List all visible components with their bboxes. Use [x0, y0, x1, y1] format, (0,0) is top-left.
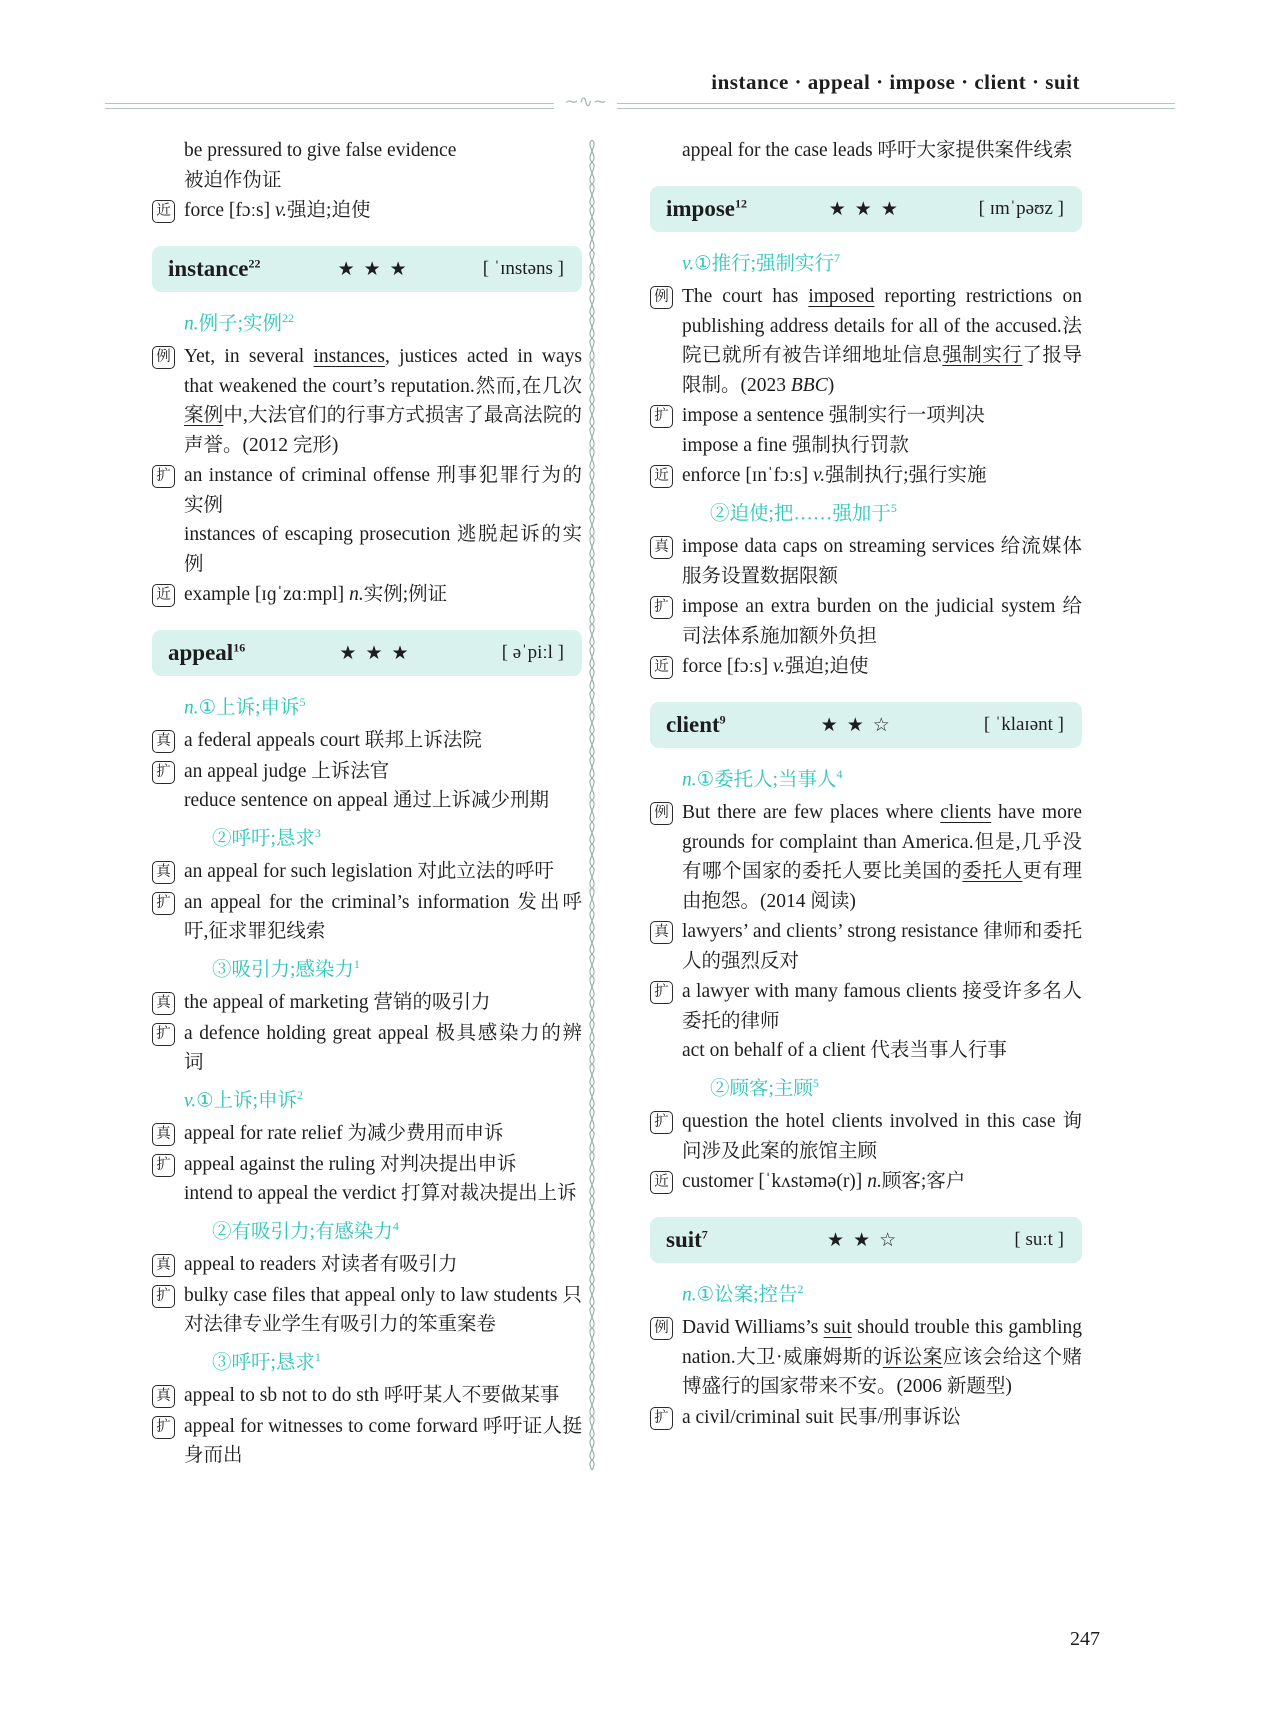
text-segment: enforce [ɪnˈfɔːs]: [682, 465, 814, 486]
sense-text: n.: [184, 313, 199, 334]
dict-item: [650, 532, 1082, 591]
item-paragraph: [184, 1250, 582, 1280]
dict-item: [650, 1167, 1082, 1197]
text-segment: a defence holding great appeal 极具感染力的辨词: [184, 1022, 582, 1073]
synonym-marker-icon: 近: [650, 656, 673, 679]
sense-superscript: 5: [812, 1075, 819, 1090]
text-segment: 委托人: [962, 861, 1023, 882]
dict-item: [650, 798, 1082, 916]
text-segment: appeal for rate relief 为减少费用而申诉: [184, 1123, 504, 1144]
text-segment: , justices acted in ways that weakened the court’s reputation.: [184, 346, 582, 397]
item-paragraph: [682, 1313, 1082, 1402]
text-segment: impose an extra burden on the judicial system 给司法体系施加额外负担: [682, 596, 1082, 647]
item-paragraph: [184, 342, 582, 460]
text-segment: imposed: [808, 286, 875, 307]
entry-headword: [666, 712, 726, 738]
dict-item: [650, 592, 1082, 651]
item-paragraph: [184, 461, 582, 520]
sense-text: 例子;实例: [198, 313, 283, 334]
item-paragraph: [184, 857, 582, 887]
sense-line: [152, 1343, 582, 1378]
text-segment: should trouble this gambling nation.: [682, 1317, 1082, 1368]
sense-text: v.: [184, 1090, 197, 1111]
entry-card: [650, 186, 1082, 232]
item-paragraph: [682, 652, 1082, 682]
dict-item: [152, 580, 582, 610]
exam-marker-icon: 真: [650, 921, 673, 944]
item-paragraph: [682, 1107, 1082, 1166]
sense-text: n.: [682, 769, 697, 790]
item-paragraph: [682, 592, 1082, 651]
text-segment: 强制执行;强行实施: [825, 465, 987, 486]
item-paragraph: [682, 461, 1082, 491]
example-marker-icon: 例: [650, 1317, 673, 1340]
sense-line: [152, 950, 582, 985]
text-segment: 案例: [184, 405, 224, 426]
sense-line: [152, 1081, 582, 1116]
item-body: [184, 1250, 582, 1280]
sense-superscript: 4: [836, 766, 843, 781]
sense-line: [650, 1275, 1082, 1310]
text-segment: 强迫;迫使: [287, 200, 371, 221]
text-segment: force [fɔːs]: [682, 656, 773, 677]
item-paragraph: [184, 1119, 582, 1149]
item-body: [682, 1403, 1082, 1433]
text-segment: appeal to sb not to do sth 呼吁某人不要做某事: [184, 1385, 560, 1406]
headword-superscript: 9: [719, 711, 726, 726]
dict-item: [650, 652, 1082, 682]
sense-superscript: 1: [353, 956, 360, 971]
sense-text: v.: [682, 253, 695, 274]
expand-marker-icon: 扩: [152, 1154, 175, 1177]
sense-text: ①委托人;当事人: [696, 769, 837, 790]
text-segment: have more grounds for complaint than America.: [682, 802, 1082, 853]
entry-stars: ★★★: [337, 257, 416, 280]
item-body: [682, 461, 1082, 491]
item-body: [184, 1281, 582, 1340]
text-segment: 被迫作伪证: [184, 169, 282, 191]
text-segment: an appeal judge 上诉法官: [184, 760, 390, 782]
sense-superscript: 4: [392, 1218, 399, 1233]
sense-text: ①讼案;控告: [696, 1284, 798, 1305]
text-segment: lawyers’ and clients’ strong resistance 律师和委托人的强烈反对: [682, 921, 1082, 972]
sense-text: ①推行;强制实行: [694, 253, 834, 274]
sense-text: n.: [682, 1284, 697, 1305]
item-body: [184, 1150, 582, 1209]
page-number: 247: [1070, 1628, 1100, 1650]
sense-superscript: 3: [314, 825, 321, 840]
text-segment: 强制实行: [942, 345, 1023, 366]
sense-text: ②顾客;主顾: [710, 1078, 813, 1099]
text-segment: 了报导限制。(2023: [682, 345, 1082, 396]
dict-item: [152, 888, 582, 947]
synonym-marker-icon: 近: [650, 1171, 673, 1194]
expand-marker-icon: 扩: [650, 596, 673, 619]
item-body: [184, 342, 582, 460]
sense-superscript: 2: [297, 1087, 303, 1102]
sense-line: [650, 760, 1082, 795]
dict-item: [650, 1313, 1082, 1402]
item-body: [682, 532, 1082, 591]
expand-marker-icon: 扩: [152, 892, 175, 915]
expand-marker-icon: 扩: [650, 981, 673, 1004]
item-body: [184, 726, 582, 756]
expand-marker-icon: 扩: [650, 405, 673, 428]
text-segment: be pressured to give false evidence: [184, 140, 457, 161]
item-paragraph: [682, 977, 1082, 1036]
text-segment: instances: [313, 346, 385, 367]
item-paragraph: [184, 1179, 582, 1209]
text-segment: 强迫;迫使: [785, 656, 869, 677]
text-segment: appeal to readers 对读者有吸引力: [184, 1254, 458, 1275]
item-paragraph: [682, 401, 1082, 431]
item-paragraph: [682, 1036, 1082, 1066]
entry-stars: ★★★: [828, 197, 907, 220]
text-segment: the appeal of marketing 营销的吸引力: [184, 992, 491, 1013]
sense-line: [152, 819, 582, 854]
dict-item: [152, 1381, 582, 1411]
item-body: [682, 917, 1082, 976]
item-body: [682, 1167, 1082, 1197]
dict-item: [152, 1281, 582, 1340]
item-paragraph: [184, 786, 582, 816]
text-segment: a civil/criminal suit 民事/刑事诉讼: [682, 1406, 961, 1428]
exam-marker-icon: 真: [152, 992, 175, 1015]
entry-ipa: [ ˈɪnstəns ]: [482, 257, 564, 279]
headword-text: appeal: [168, 639, 234, 665]
text-segment: clients: [940, 802, 992, 823]
text-segment: v.: [274, 200, 288, 221]
sense-line: [650, 494, 1082, 529]
sense-superscript: 5: [890, 500, 897, 515]
text-segment: 诉讼案: [882, 1346, 943, 1368]
item-paragraph: [184, 1281, 582, 1340]
item-paragraph: [682, 917, 1082, 976]
text-segment: intend to appeal the verdict 打算对裁决提出上诉: [184, 1183, 577, 1204]
header-ornament-icon: ∼∿∼: [554, 92, 617, 112]
dict-item: [152, 196, 582, 226]
sense-text: ②迫使;把……强加于: [710, 503, 891, 524]
synonym-marker-icon: 近: [152, 584, 175, 607]
entry-ipa: [ ɪmˈpəʊz ]: [978, 197, 1064, 219]
headword-text: client: [666, 711, 720, 737]
text-segment: appeal for witnesses to come forward 呼吁证人挺身而出: [184, 1415, 582, 1466]
entry-card: [650, 1217, 1082, 1263]
exam-marker-icon: 真: [152, 1254, 175, 1277]
text-segment: appeal for the case leads 呼吁大家提供案件线索: [682, 140, 1073, 161]
dict-item: [152, 1019, 582, 1078]
text-segment: a federal appeals court 联邦上诉法院: [184, 730, 482, 751]
item-body: [682, 401, 1082, 460]
item-body: [184, 196, 582, 226]
text-segment: appeal against the ruling 对判决提出申诉: [184, 1153, 517, 1175]
item-body: [184, 1381, 582, 1411]
dict-item: [152, 1150, 582, 1209]
item-body: [682, 652, 1082, 682]
text-segment: 更有理由抱怨。(2014 阅读): [682, 861, 1082, 912]
text-segment: BBC: [790, 374, 828, 396]
sense-superscript: 22: [282, 310, 295, 325]
dict-item: [650, 282, 1082, 400]
item-body: [184, 1412, 582, 1471]
exam-marker-icon: 真: [650, 536, 673, 559]
text-segment: an appeal for such legislation 对此立法的呼吁: [184, 861, 554, 882]
sense-superscript: 7: [834, 250, 840, 265]
exam-marker-icon: 真: [152, 861, 175, 884]
right-column: [650, 136, 1082, 1433]
item-body: [184, 857, 582, 887]
item-paragraph: [184, 757, 582, 787]
headword-text: impose: [666, 195, 735, 221]
dict-item: [152, 757, 582, 816]
headword-superscript: 16: [233, 639, 246, 654]
text-segment: 实例;例证: [363, 584, 448, 605]
item-body: [184, 580, 582, 610]
item-paragraph: [184, 166, 582, 196]
sense-text: n.: [184, 697, 199, 718]
text-segment: question the hotel clients involved in this case 询问涉及此案的旅馆主顾: [682, 1111, 1082, 1162]
text-segment: 法院已就所有被告详细地址信息: [682, 315, 1082, 366]
dict-item: [152, 988, 582, 1018]
continuation-text: [650, 136, 1082, 166]
text-segment: force [fɔːs]: [184, 200, 275, 221]
sense-line: [152, 1212, 582, 1247]
dict-item: [650, 1107, 1082, 1166]
expand-marker-icon: 扩: [152, 1023, 175, 1046]
text-segment: example [ɪɡˈzɑːmpl]: [184, 584, 350, 605]
text-segment: impose a sentence 强制实行一项判决: [682, 405, 985, 426]
item-body: [682, 977, 1082, 1066]
synonym-marker-icon: 近: [152, 200, 175, 223]
item-paragraph: [682, 1167, 1082, 1197]
item-paragraph: [184, 1150, 582, 1180]
exam-marker-icon: 真: [152, 1385, 175, 1408]
item-paragraph: [184, 580, 582, 610]
text-segment: n.: [349, 584, 364, 605]
text-segment: impose data caps on streaming services 给流媒体服务设置数据限额: [682, 536, 1082, 587]
item-body: [682, 798, 1082, 916]
text-segment: reduce sentence on appeal 通过上诉减少刑期: [184, 790, 549, 811]
text-segment: 应该会给这个赌博盛行的国家带来不安。(2006 新题型): [682, 1346, 1082, 1397]
dict-item: [650, 461, 1082, 491]
example-marker-icon: 例: [152, 346, 175, 369]
entry-ipa: [ suːt ]: [1014, 1228, 1064, 1250]
item-paragraph: [682, 282, 1082, 400]
item-paragraph: [184, 136, 582, 166]
sense-text: ②有吸引力;有感染力: [212, 1221, 393, 1242]
entry-headword: [168, 256, 261, 282]
dict-item: [152, 726, 582, 756]
text-segment: v.: [772, 656, 786, 677]
expand-marker-icon: 扩: [152, 1285, 175, 1308]
text-segment: The court has: [682, 286, 809, 307]
sense-text: ②呼吁;恳求: [212, 828, 315, 849]
item-body: [184, 461, 582, 579]
sense-superscript: 2: [797, 1281, 804, 1296]
dict-item: [152, 461, 582, 579]
item-paragraph: [184, 196, 582, 226]
continuation-text: [152, 136, 582, 195]
text-segment: customer [ˈkʌstəmə(r)]: [682, 1171, 868, 1192]
item-paragraph: [682, 532, 1082, 591]
text-segment: 但是,几乎没有哪个国家的委托人要比美国的: [682, 831, 1082, 882]
item-body: [682, 1313, 1082, 1402]
sense-superscript: 1: [314, 1349, 321, 1364]
headword-text: instance: [168, 255, 249, 281]
item-body: [682, 1107, 1082, 1166]
text-segment: 中,大法官们的行事方式损害了最高法院的声誉。(2012 完形): [184, 405, 582, 456]
running-head: instance · appeal · impose · client · suit: [711, 70, 1080, 94]
text-segment: ): [827, 374, 835, 396]
item-paragraph: [184, 1412, 582, 1471]
text-segment: 然而,在几次: [474, 375, 582, 397]
item-paragraph: [184, 988, 582, 1018]
text-segment: Yet, in several: [184, 346, 314, 367]
entry-headword: [168, 640, 245, 666]
item-body: [184, 1019, 582, 1078]
example-marker-icon: 例: [650, 286, 673, 309]
text-segment: But there are few places where: [682, 802, 941, 823]
dict-item: [650, 401, 1082, 460]
exam-marker-icon: 真: [152, 730, 175, 753]
item-body: [184, 1119, 582, 1149]
synonym-marker-icon: 近: [650, 465, 673, 488]
text-segment: suit: [823, 1317, 852, 1338]
dict-item: [152, 1412, 582, 1471]
text-segment: impose a fine 强制执行罚款: [682, 434, 909, 456]
headword-text: suit: [666, 1226, 702, 1252]
text-segment: instances of escaping prosecution 逃脱起诉的实例: [184, 524, 582, 575]
dict-item: [152, 857, 582, 887]
text-segment: David Williams’s: [682, 1317, 824, 1338]
item-paragraph: [184, 1381, 582, 1411]
expand-marker-icon: 扩: [152, 1416, 175, 1439]
entry-card: [152, 630, 582, 676]
item-paragraph: [682, 798, 1082, 916]
dict-item: [152, 342, 582, 460]
entry-ipa: [ ˈklaɪənt ]: [983, 713, 1064, 735]
item-paragraph: [184, 1019, 582, 1078]
item-body: [682, 282, 1082, 400]
expand-marker-icon: 扩: [650, 1407, 673, 1430]
sense-superscript: 5: [299, 694, 306, 709]
header-rule: [105, 92, 1175, 112]
sense-text: ③吸引力;感染力: [212, 959, 354, 980]
entry-stars: ★★☆: [820, 713, 899, 736]
entry-headword: [666, 196, 747, 222]
entry-card: [650, 702, 1082, 748]
headword-superscript: 7: [701, 1226, 708, 1241]
column-divider: [584, 140, 600, 1470]
text-segment: 顾客;客户: [881, 1171, 966, 1192]
item-paragraph: [682, 136, 1082, 166]
expand-marker-icon: 扩: [152, 761, 175, 784]
text-segment: bulky case files that appeal only to law students 只对法律专业学生有吸引力的笨重案卷: [184, 1284, 582, 1335]
sense-line: [650, 244, 1082, 279]
item-paragraph: [184, 520, 582, 579]
item-paragraph: [184, 726, 582, 756]
item-body: [184, 988, 582, 1018]
sense-text: ①上诉;申诉: [196, 1090, 297, 1111]
item-paragraph: [184, 888, 582, 947]
text-segment: 大卫·威廉姆斯的: [735, 1346, 883, 1368]
text-segment: act on behalf of a client 代表当事人行事: [682, 1040, 1007, 1061]
entry-card: [152, 246, 582, 292]
dict-item: [650, 917, 1082, 976]
item-body: [682, 592, 1082, 651]
text-segment: an appeal for the criminal’s information 发出呼吁,征求罪犯线索: [184, 891, 582, 942]
dict-item: [650, 977, 1082, 1066]
entry-headword: [666, 1227, 708, 1253]
headword-superscript: 12: [735, 195, 747, 210]
entry-ipa: [ əˈpiːl ]: [501, 641, 564, 663]
dict-item: [152, 1119, 582, 1149]
exam-marker-icon: 真: [152, 1123, 175, 1146]
dict-item: [152, 1250, 582, 1280]
sense-text: ①上诉;申诉: [198, 697, 300, 718]
item-body: [184, 888, 582, 947]
example-marker-icon: 例: [650, 802, 673, 825]
sense-text: ③呼吁;恳求: [212, 1352, 315, 1373]
item-paragraph: [682, 1403, 1082, 1433]
entry-stars: ★★★: [339, 641, 418, 664]
text-segment: reporting restrictions on publishing address details for all of the accused.: [682, 286, 1082, 337]
entry-stars: ★★☆: [827, 1228, 906, 1251]
text-segment: n.: [867, 1171, 882, 1192]
expand-marker-icon: 扩: [152, 465, 175, 488]
text-segment: a lawyer with many famous clients 接受许多名人委托的律师: [682, 981, 1082, 1032]
text-segment: v.: [813, 465, 826, 486]
item-paragraph: [682, 431, 1082, 461]
text-segment: an instance of criminal offense 刑事犯罪行为的实例: [184, 465, 582, 516]
sense-line: [152, 304, 582, 339]
dict-item: [650, 1403, 1082, 1433]
left-column: [152, 136, 582, 1472]
sense-line: [650, 1069, 1082, 1104]
sense-line: [152, 688, 582, 723]
expand-marker-icon: 扩: [650, 1111, 673, 1134]
headword-superscript: 22: [248, 255, 261, 270]
item-body: [184, 757, 582, 816]
